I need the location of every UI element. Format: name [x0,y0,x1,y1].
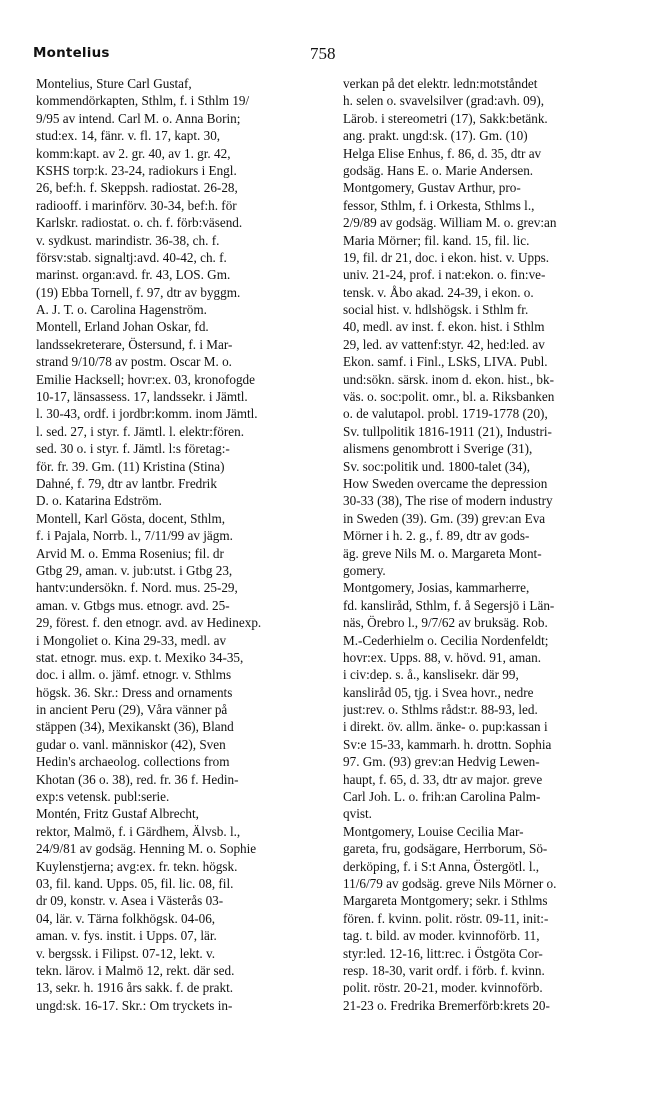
text-line: Montell, Karl Gösta, docent, Sthlm, [36,510,225,526]
text-line: 21-23 o. Fredrika Bremerförb:krets 20- [343,997,550,1013]
text-line: derköping, f. i S:t Anna, Östergötl. l., [343,858,540,874]
text-line: D. o. Katarina Edström. [36,493,162,509]
text-line: stäppen (34), Mexikanskt (36), Bland [36,719,234,735]
text-line: A. J. T. o. Carolina Hagenström. [36,302,207,318]
text-line: l. 30-43, ordf. i jordbr:komm. inom Jämtl. [36,406,258,422]
text-line: 04, lär. v. Tärna folkhögsk. 04-06, [36,910,216,926]
text-line: f. i Pajala, Norrb. l., 7/11/99 av jägm. [36,528,233,544]
text-line: 03, fil. kand. Upps. 05, fil. lic. 08, fil. [36,875,234,891]
text-line: Karlskr. radiostat. o. ch. f. förb:väsend. [36,215,243,231]
text-line: Sv. soc:politik und. 1800-talet (34), [343,458,531,474]
text-line: äg. greve Nils M. o. Margareta Mont- [343,545,542,561]
text-line: h. selen o. svavelsilver (grad:avh. 09), [343,93,545,109]
text-line: Montgomery, Gustav Arthur, pro- [343,180,521,196]
text-line: univ. 21-24, prof. i nat:ekon. o. fin:ve- [343,267,546,283]
text-line: doc. i allm. o. jämf. etnogr. v. Sthlms [36,667,232,683]
text-line: Montell, Erland Johan Oskar, fd. [36,319,209,335]
text-line: 19, fil. dr 21, doc. i ekon. hist. v. Upps. [343,249,550,265]
text-line: resp. 18-30, varit ordf. i förb. f. kvinn. [343,962,545,978]
text-line: styr:led. 12-16, litt:rec. i Östgöta Cor- [343,945,543,961]
text-line: in ancient Peru (29), Våra vänner på [36,702,228,718]
text-line: väs. o. soc:polit. omr., bl. a. Riksbanken [343,389,555,405]
text-line: försv:stab. signaltj:avd. 40-42, ch. f. [36,249,227,265]
text-line: ungd:sk. 16-17. Skr.: Om tryckets in- [36,997,233,1013]
text-line: kommendörkapten, Sthlm, f. i Sthlm 19/ [36,93,250,109]
text-line: 24/9/81 av godsäg. Henning M. o. Sophie [36,841,257,857]
text-line: Maria Mörner; fil. kand. 15, fil. lic. [343,232,530,248]
text-line: Dahné, f. 79, dtr av lantbr. Fredrik [36,475,217,491]
text-line: radiooff. i marinförv. 30-34, bef:h. för [36,197,237,213]
text-line: strand 9/10/78 av postm. Oscar M. o. [36,354,232,370]
text-line: social hist. v. hdlshögsk. i Sthlm fr. [343,302,529,318]
text-line: Montelius, Sture Carl Gustaf, [36,76,192,91]
text-line: l. sed. 27, i styr. f. Jämtl. l. elektr:fören. [36,423,245,439]
text-line: just:rev. o. Sthlms rådst:r. 88-93, led. [343,702,538,718]
text-line: stud:ex. 14, fänr. v. fl. 17, kapt. 30, [36,128,221,144]
text-line: KSHS torp:k. 23-24, radiokurs i Engl. [36,162,237,178]
text-line: verkan på det elektr. ledn:motståndet [343,76,538,91]
text-line: i Mongoliet o. Kina 29-33, medl. av [36,632,227,648]
text-line: o. de valutapol. probl. 1719-1778 (20), [343,406,548,422]
text-line: Lärob. i stereometri (17), Sakk:betänk. [343,110,548,126]
text-line: 26, bef:h. f. Skeppsh. radiostat. 26-28, [36,180,238,196]
text-line: näs, Örebro l., 9/7/62 av bruksäg. Rob. [343,615,548,631]
text-line: Carl Joh. L. o. frih:an Carolina Palm- [343,789,541,805]
text-line: 10-17, länsassess. 17, landssekr. i Jämtl. [36,389,248,405]
text-line: 2/9/89 av godsäg. William M. o. grev:an [343,215,557,231]
left-column [36,75,329,1014]
text-line: v. sydkust. marindistr. 36-38, ch. f. [36,232,220,248]
text-line: gudar o. vanl. människor (42), Sven [36,736,226,752]
text-line: Kuylenstjerna; avg:ex. fr. tekn. högsk. [36,858,238,874]
text-line: in Sweden (39). Gm. (39) grev:an Eva [343,510,546,526]
text-line: gareta, fru, godsägare, Herrborum, Sö- [343,841,548,857]
text-line: fessor, Sthlm, f. i Orkesta, Sthlms l., [343,197,535,213]
text-line: Arvid M. o. Emma Rosenius; fil. dr [36,545,224,561]
text-line: 29, förest. f. den etnogr. avd. av Hedinexp. [36,615,262,631]
text-line: haupt, f. 65, d. 33, dtr av major. greve [343,771,543,787]
text-line: polit. röstr. 20-21, moder. kvinnoförb. [343,980,543,996]
text-line: exp:s vetensk. publ:serie. [36,789,170,805]
text-line: rektor, Malmö, f. i Gärdhem, Älvsb. l., [36,823,241,839]
text-line: Gtbg 29, aman. v. jub:utst. i Gtbg 23, [36,562,233,578]
text-line: landssekreterare, Östersund, f. i Mar- [36,336,233,352]
text-line: aman. v. fys. instit. i Upps. 07, lär. [36,928,217,944]
text-line: Sv:e 15-33, kammarh. h. drottn. Sophia [343,736,552,752]
text-line: Montgomery, Louise Cecilia Mar- [343,823,524,839]
text-line: tekn. lärov. i Malmö 12, rekt. där sed. [36,962,235,978]
text-line: (19) Ebba Tornell, f. 97, dtr av byggm. [36,284,241,300]
text-line: 97. Gm. (93) grev:an Hedvig Lewen- [343,754,540,770]
text-line: alismens genombrott i Sverige (31), [343,441,533,457]
text-line: qvist. [343,806,372,822]
text-line: Khotan (36 o. 38), red. fr. 36 f. Hedin- [36,771,239,787]
text-line: Montgomery, Josias, kammarherre, [343,580,530,596]
text-line: tensk. v. Åbo akad. 24-39, i ekon. o. [343,284,534,300]
text-line: und:sökn. särsk. inom d. ekon. hist., bk- [343,371,554,387]
text-line: 40, medl. av inst. f. ekon. hist. i Sthlm [343,319,545,335]
text-line: komm:kapt. av 2. gr. 40, av 1. gr. 42, [36,145,231,161]
text-line: 30-33 (38), The rise of modern industry [343,493,553,509]
text-line: marinst. organ:avd. fr. 43, LOS. Gm. [36,267,231,283]
text-line: sed. 30 o. i styr. f. Jämtl. l:s företag:- [36,441,230,457]
text-line: Margareta Montgomery; sekr. i Sthlms [343,893,548,909]
text-line: fören. f. kvinn. polit. röstr. 09-11, init:- [343,910,549,926]
text-line: dr 09, konstr. v. Asea i Västerås 03- [36,893,224,909]
text-line: kansliråd 05, tjg. i Svea hovr., nedre [343,684,534,700]
text-line: v. bergssk. i Filipst. 07-12, lekt. v. [36,945,216,961]
text-line: tag. t. bild. av moder. kvinnoförb. 11, [343,928,540,944]
text-line: How Sweden overcame the depression [343,475,548,491]
text-line: 11/6/79 av godsäg. greve Nils Mörner o. [343,875,557,891]
text-line: 29, led. av vattenf:styr. 42, hed:led. av [343,336,545,352]
text-line: M.-Cederhielm o. Cecilia Nordenfeldt; [343,632,549,648]
page-number: 758 [310,44,336,63]
text-line: Helga Elise Enhus, f. 86, d. 35, dtr av [343,145,542,161]
text-line: Sv. tullpolitik 1816-1911 (21), Industri- [343,423,552,439]
text-line: hantv:undersökn. f. Nord. mus. 25-29, [36,580,238,596]
text-line: fd. kansliråd, Sthlm, f. å Segersjö i Län- [343,597,555,613]
text-line: Mörner i h. 2. g., f. 89, dtr av gods- [343,528,530,544]
text-line: 9/95 av intend. Carl M. o. Anna Borin; [36,110,241,126]
text-line: Emilie Hacksell; hovr:ex. 03, kronofogde [36,371,256,387]
text-line: för. fr. 39. Gm. (11) Kristina (Stina) [36,458,225,474]
text-line: högsk. 36. Skr.: Dress and ornaments [36,684,233,700]
text-line: hovr:ex. Upps. 88, v. hövd. 91, aman. [343,649,542,665]
text-line: gomery. [343,562,386,578]
text-line: Montén, Fritz Gustaf Albrecht, [36,806,199,822]
text-line: stat. etnogr. mus. exp. t. Mexiko 34-35, [36,649,244,665]
text-line: Hedin's archaeolog. collections from [36,754,230,770]
right-column [343,75,636,1014]
text-line: Ekon. samf. i Finl., LSkS, LIVA. Publ. [343,354,548,370]
text-line: i civ:dep. s. å., kanslisekr. där 99, [343,667,519,683]
text-line: ang. prakt. ungd:sk. (17). Gm. (10) [343,128,528,144]
text-line: i direkt. öv. allm. änke- o. pup:kassan i [343,719,548,735]
running-head: Montelius [33,45,110,61]
text-line: aman. v. Gtbgs mus. etnogr. avd. 25- [36,597,230,613]
text-line: 13, sekr. h. 1916 års sakk. f. de prakt. [36,980,234,996]
text-line: godsäg. Hans E. o. Marie Andersen. [343,162,534,178]
